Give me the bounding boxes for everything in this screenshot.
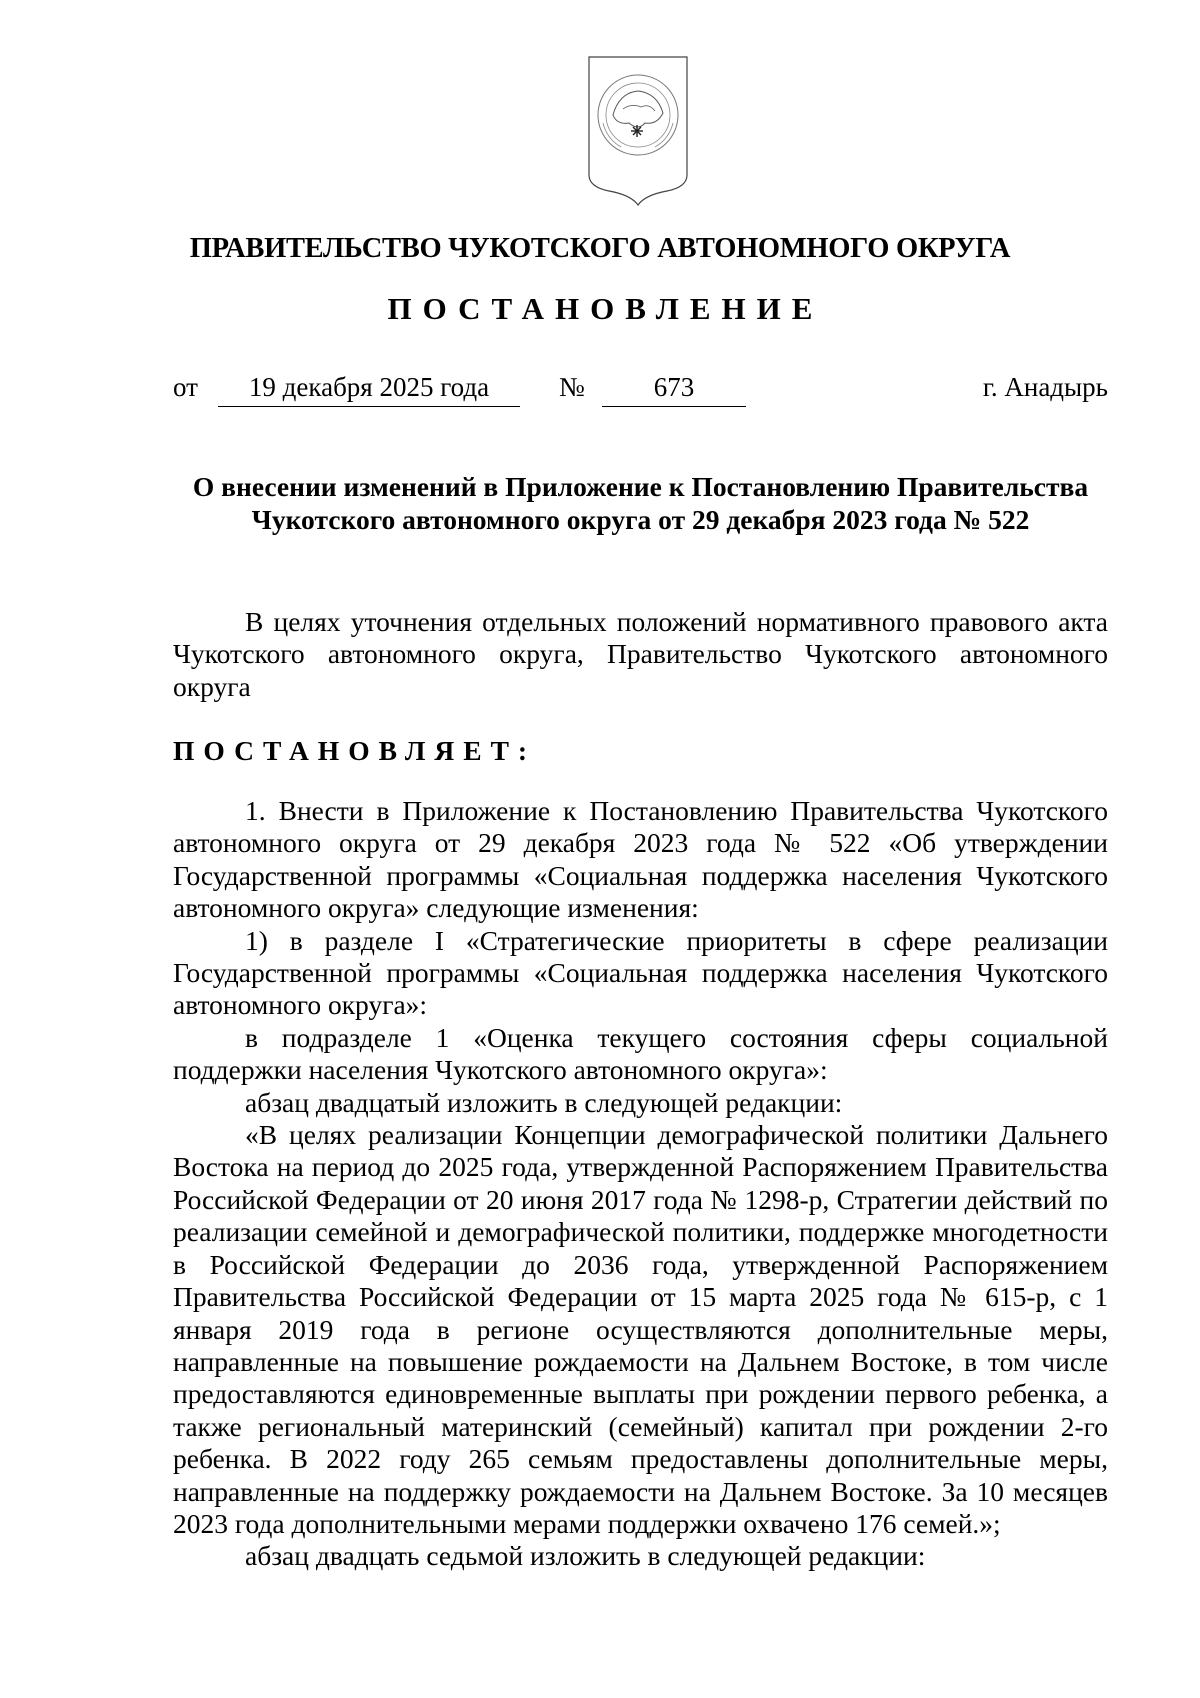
coat-of-arms-emblem	[583, 53, 693, 208]
city-label: г. Анадырь	[982, 372, 1108, 402]
date-from-label: от	[173, 372, 198, 402]
preamble-paragraph: В целях уточнения отдельных положений нормативного правового акта Чукотского автономного округа, Правительство Чукотского автономного округа	[173, 606, 1108, 702]
resolves-heading: ПОСТАНОВЛЯЕТ:	[173, 735, 537, 766]
document-date: 19 декабря 2025 года	[218, 372, 520, 407]
organization-heading: ПРАВИТЕЛЬСТВО ЧУКОТСКОГО АВТОНОМНОГО ОКРУГА	[189, 233, 1011, 264]
title-line-1: О внесении изменений в Приложение к Постановлению Правительства	[192, 471, 1089, 502]
dateline	[0, 372, 1200, 412]
body-paragraph: 1) в разделе I «Стратегические приоритеты в сфере реализации Государственной программы «Социальная поддержка населения Чукотского автономного округа»:	[173, 924, 1108, 1021]
number-sign-label: №	[559, 372, 585, 402]
document-number: 673	[602, 372, 746, 407]
body-paragraph: абзац двадцатый изложить в следующей редакции:	[245, 1086, 843, 1118]
title-line-2: Чукотского автономного округа от 29 декабря 2023 года № 522	[251, 504, 1030, 535]
document-type-heading: ПОСТАНОВЛЕНИЕ	[387, 291, 824, 326]
body-paragraph: «В целях реализации Концепции демографической политики Дальнего Востока на период до 2025 года, утвержденной Распоряжением Правительства Российской Федерации от 20 июня 2017 года № 1298-р, Стратегии действий по реализации семейной и демографической политики, поддержке многодетности в Российской Федерации до 2036 года, утвержденной Распоряжением Правительства Российской Федерации от 15 марта 2025 года № 615-р, с 1 января 2019 года в регионе осуществляются дополнительные меры, направленные на повышение рождаемости на Дальнем Востоке, в том числе предоставляются единовременные выплаты при рождении первого ребенка, а также региональный материнский (семейный) капитал при рождении 2-го ребенка. В 2022 году 265 семьям предоставлены дополнительные меры, направленные на поддержку рождаемости на Дальнем Востоке. За 10 месяцев 2023 года дополнительными мерами поддержки охвачено 176 семей.»;	[173, 1119, 1108, 1539]
preamble-block	[173, 606, 1108, 703]
document-title	[173, 470, 1108, 536]
body-paragraph: в подразделе 1 «Оценка текущего состояния сферы социальной поддержки населения Чукотского автономного округа»:	[173, 1021, 1108, 1086]
body-paragraph: 1. Внести в Приложение к Постановлению Правительства Чукотского автономного округа от 29 декабря 2023 года № 522 «Об утверждении Государственной программы «Социальная поддержка населения Чукотского автономного округа» следующие изменения:	[173, 795, 1108, 924]
main-body	[173, 795, 1108, 1573]
body-paragraph: абзац двадцать седьмой изложить в следующей редакции:	[245, 1540, 926, 1572]
